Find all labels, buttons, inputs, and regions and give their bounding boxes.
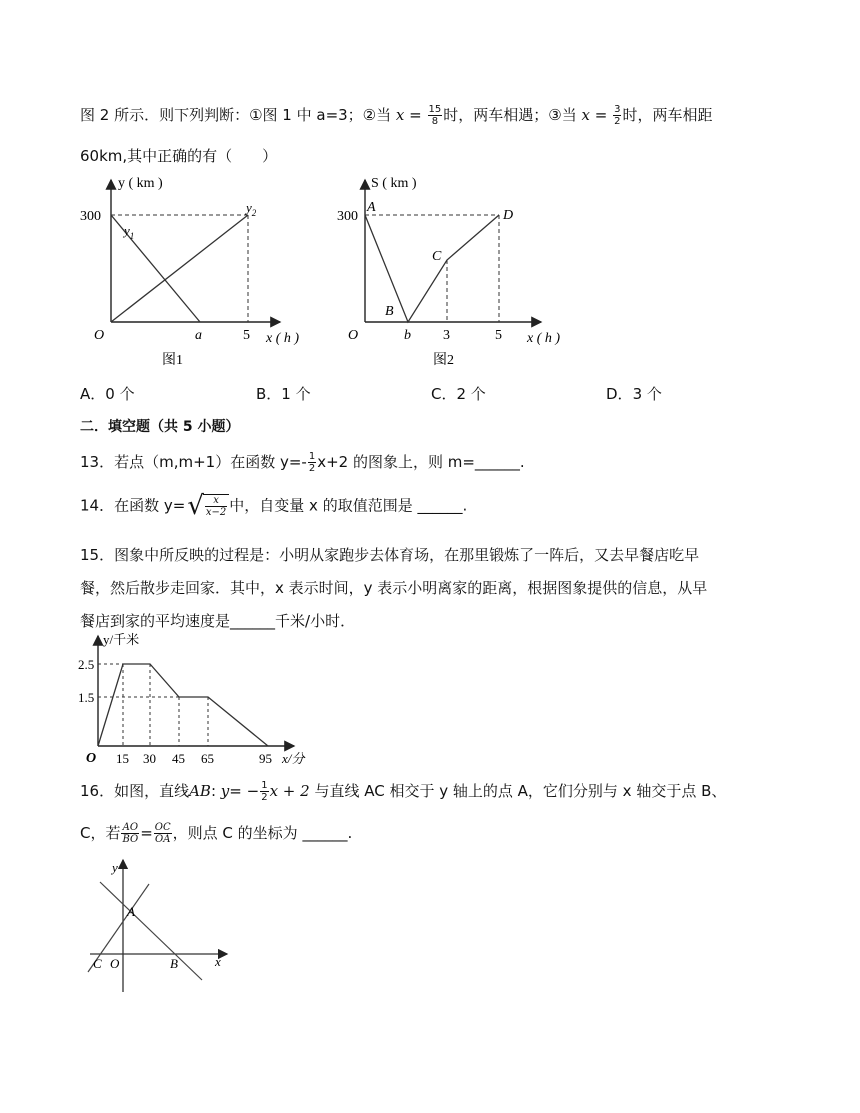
fig2-y-tick-300: 300 bbox=[337, 209, 358, 224]
fig1-y1-label: $y_1$ bbox=[124, 223, 135, 241]
fig4-point-C: C bbox=[93, 956, 102, 971]
fraction-3-2: $\frac{3}{2}$ bbox=[614, 104, 621, 127]
figure-3 bbox=[78, 630, 318, 775]
fig2-caption: 图2 bbox=[433, 353, 454, 368]
fig1-x-tick-a: a bbox=[195, 328, 202, 343]
q12-line2: 60km,其中正确的有（ ） bbox=[80, 147, 278, 165]
choice-B[interactable]: B．1 个 bbox=[256, 385, 311, 403]
fig2-point-C: C bbox=[432, 249, 442, 264]
section-title: 二．填空题（共 5 小题） bbox=[80, 419, 240, 435]
figure-4 bbox=[82, 850, 242, 1000]
fig3-x-tick-65: 65 bbox=[201, 751, 214, 766]
fig3-x-tick-45: 45 bbox=[172, 751, 185, 766]
fig3-y-tick-2.5: 2.5 bbox=[78, 657, 95, 672]
q12-line1: 图 2 所示．则下列判断：①图 1 中 a=3；②当 x = $\frac{15}{8}$ 时，两车相遇；③当 x = $\frac{3}{2}$ 时，两车相距 bbox=[80, 104, 713, 127]
fig2-x-tick-b: b bbox=[404, 328, 411, 343]
fig1-x-tick-5: 5 bbox=[243, 328, 250, 343]
fig1-origin: O bbox=[94, 328, 105, 343]
fig3-origin: O bbox=[86, 751, 97, 766]
question-15-line2: 餐，然后散步走回家．其中，x 表示时间，y 表示小明离家的距离，根据图象提供的信息，从早 bbox=[80, 579, 708, 597]
q16-blank[interactable]: ______ bbox=[302, 824, 348, 842]
fig2-point-D: D bbox=[503, 208, 514, 223]
choice-A[interactable]: A．0 个 bbox=[80, 385, 135, 403]
q15-blank[interactable]: ______ bbox=[230, 612, 276, 630]
fig2-point-B: B bbox=[385, 304, 394, 319]
q14-blank[interactable]: ______ bbox=[417, 496, 463, 515]
fig4-x-label: x bbox=[215, 954, 221, 969]
q13-blank[interactable]: ______ bbox=[474, 453, 520, 471]
question-13: 13．若点（m,m+1）在函数 y=- $\frac{1}{2}$ x+2 的图象上，则 m=______. bbox=[80, 451, 525, 474]
fig2-y-axis-label: S ( km ) bbox=[371, 176, 417, 191]
fig3-x-tick-30: 30 bbox=[143, 751, 156, 766]
fraction-15-8: $\frac{15}{8}$ bbox=[428, 104, 442, 127]
choice-D[interactable]: D．3 个 bbox=[606, 385, 662, 403]
question-16-line2: C，若 $\frac{AO}{BO}$ = $\frac{OC}{OA}$ ，则点 C 的坐标为 ______. bbox=[80, 822, 353, 845]
fig2-x-axis-label: x ( h ) bbox=[527, 331, 561, 346]
fig3-x-tick-95: 95 bbox=[259, 751, 272, 766]
fig2-point-A: A bbox=[367, 200, 376, 215]
fig3-y-axis-label: y/千米 bbox=[103, 632, 140, 647]
fig1-y-axis-label: y ( km ) bbox=[118, 176, 163, 191]
question-15-line1: 15．图象中所反映的过程是：小明从家跑步去体育场，在那里锻炼了一阵后，又去早餐店吃早 bbox=[80, 546, 700, 564]
question-15-line3: 餐店到家的平均速度是______千米/小时． bbox=[80, 612, 356, 630]
fig3-y-tick-1.5: 1.5 bbox=[78, 690, 95, 705]
fig2-origin: O bbox=[348, 328, 359, 343]
fig2-x-tick-3: 3 bbox=[443, 328, 450, 343]
question-16-line1: 16．如图，直线AB: y= − $\frac{1}{2}$ x + 2 与直线 AC 相交于 y 轴上的点 A，它们分别与 x 轴交于点 B、 bbox=[80, 780, 727, 803]
fig1-y2-label: $y_2$ bbox=[246, 200, 257, 218]
fig4-point-B: B bbox=[170, 956, 178, 971]
sqrt-icon: √ bbox=[187, 491, 204, 521]
figure-2 bbox=[335, 172, 570, 372]
fig4-point-O: O bbox=[110, 956, 120, 971]
fraction-1-2: $\frac{1}{2}$ bbox=[308, 451, 316, 474]
fig4-point-A: A bbox=[127, 904, 135, 919]
figure-1 bbox=[80, 172, 300, 372]
question-14: 14．在函数 y=√ $\frac{x}{x-2}$ 中，自变量 x 的取值范围是 ______. bbox=[80, 491, 468, 521]
choice-C[interactable]: C．2 个 bbox=[431, 385, 486, 403]
fig1-caption: 图1 bbox=[162, 353, 183, 368]
fig3-x-axis-label: x/分 bbox=[282, 751, 305, 766]
fig1-x-axis-label: x ( h ) bbox=[266, 331, 300, 346]
fig4-y-label: y bbox=[112, 860, 118, 875]
fig3-x-tick-15: 15 bbox=[116, 751, 129, 766]
fig2-x-tick-5: 5 bbox=[495, 328, 502, 343]
fig1-y-tick-300: 300 bbox=[80, 209, 101, 224]
